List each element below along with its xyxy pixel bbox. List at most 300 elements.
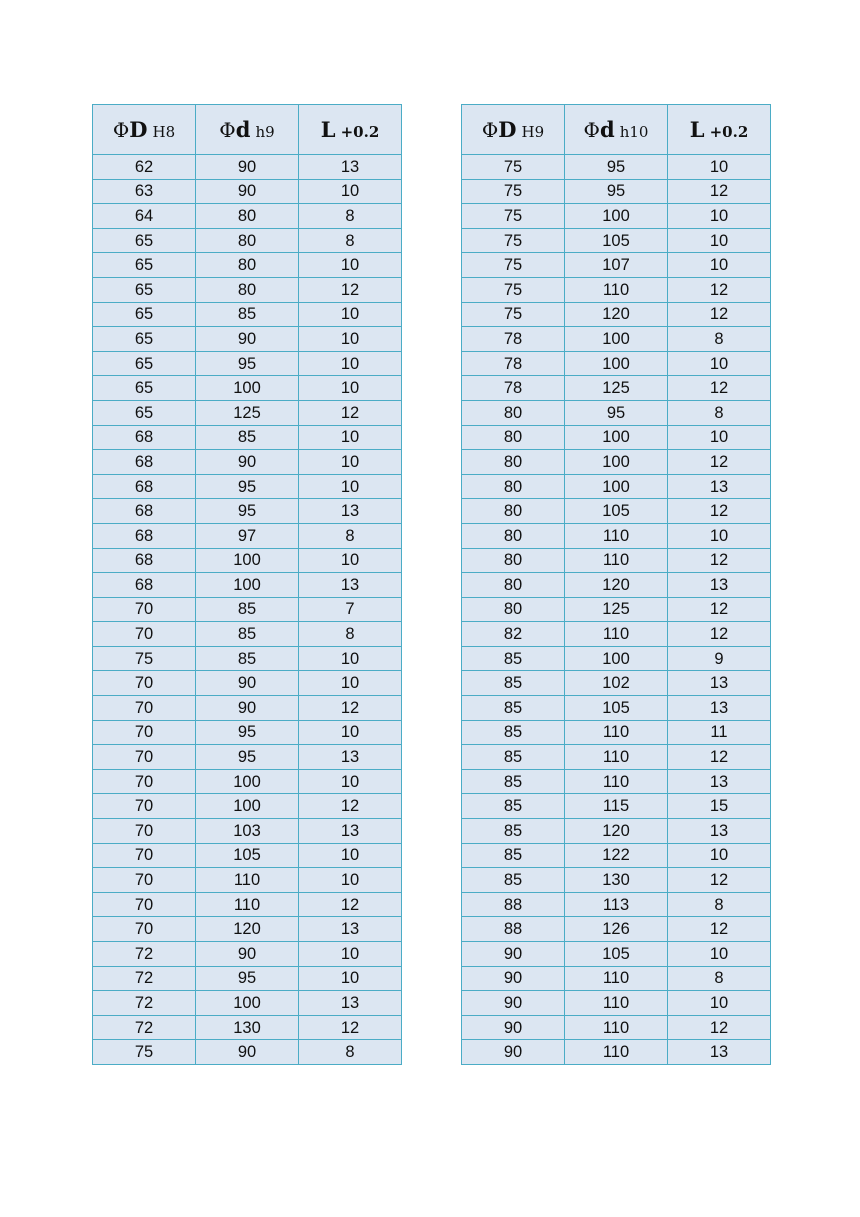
cell-shaft-diameter: 110 <box>565 966 668 991</box>
cell-shaft-diameter: 90 <box>196 942 299 967</box>
cell-bore-diameter: 65 <box>93 277 196 302</box>
cell-bore-diameter: 78 <box>462 376 565 401</box>
cell-shaft-diameter: 90 <box>196 179 299 204</box>
cell-shaft-diameter: 110 <box>196 868 299 893</box>
cell-shaft-diameter: 100 <box>565 425 668 450</box>
cell-bore-diameter: 85 <box>462 819 565 844</box>
table-row <box>93 253 402 278</box>
table-row <box>93 917 402 942</box>
cell-shaft-diameter: 85 <box>196 597 299 622</box>
table-row <box>462 720 771 745</box>
table-row <box>93 573 402 598</box>
table-row <box>462 253 771 278</box>
cell-bore-diameter: 70 <box>93 720 196 745</box>
cell-shaft-diameter: 95 <box>565 400 668 425</box>
cell-bore-diameter: 80 <box>462 474 565 499</box>
header-tolerance: h10 <box>619 123 649 141</box>
cell-length: 12 <box>668 745 771 770</box>
cell-shaft-diameter: 80 <box>196 204 299 229</box>
cell-length: 13 <box>299 745 402 770</box>
header-main: D <box>129 117 148 142</box>
cell-shaft-diameter: 80 <box>196 228 299 253</box>
header-main: D <box>498 117 517 142</box>
cell-length: 10 <box>299 671 402 696</box>
cell-length: 10 <box>299 253 402 278</box>
cell-bore-diameter: 85 <box>462 769 565 794</box>
table-row <box>93 597 402 622</box>
cell-shaft-diameter: 85 <box>196 622 299 647</box>
cell-bore-diameter: 75 <box>93 646 196 671</box>
cell-bore-diameter: 80 <box>462 573 565 598</box>
cell-bore-diameter: 85 <box>462 745 565 770</box>
phi-symbol: Φ <box>583 118 600 142</box>
cell-bore-diameter: 68 <box>93 523 196 548</box>
table-row <box>93 450 402 475</box>
cell-length: 12 <box>668 1015 771 1040</box>
table-row <box>462 155 771 180</box>
cell-shaft-diameter: 110 <box>565 745 668 770</box>
cell-bore-diameter: 68 <box>93 425 196 450</box>
cell-length: 10 <box>299 425 402 450</box>
table-row <box>462 523 771 548</box>
cell-bore-diameter: 78 <box>462 351 565 376</box>
cell-bore-diameter: 90 <box>462 966 565 991</box>
table-row <box>462 277 771 302</box>
cell-shaft-diameter: 130 <box>196 1015 299 1040</box>
table-row <box>462 499 771 524</box>
cell-shaft-diameter: 130 <box>565 868 668 893</box>
cell-length: 10 <box>299 474 402 499</box>
cell-bore-diameter: 90 <box>462 991 565 1016</box>
header-tolerance: h9 <box>255 123 275 141</box>
table-row <box>462 843 771 868</box>
cell-length: 13 <box>668 819 771 844</box>
cell-shaft-diameter: 100 <box>196 769 299 794</box>
cell-bore-diameter: 80 <box>462 425 565 450</box>
header-bore-diameter <box>93 105 196 155</box>
table-row <box>93 327 402 352</box>
cell-bore-diameter: 62 <box>93 155 196 180</box>
cell-bore-diameter: 80 <box>462 548 565 573</box>
cell-shaft-diameter: 80 <box>196 253 299 278</box>
cell-shaft-diameter: 120 <box>565 302 668 327</box>
table-row <box>93 351 402 376</box>
cell-length: 7 <box>299 597 402 622</box>
cell-length: 10 <box>668 843 771 868</box>
cell-length: 10 <box>299 942 402 967</box>
table-row <box>93 720 402 745</box>
table-row <box>462 769 771 794</box>
cell-length: 10 <box>299 450 402 475</box>
cell-bore-diameter: 80 <box>462 400 565 425</box>
cell-length: 13 <box>668 474 771 499</box>
cell-bore-diameter: 90 <box>462 942 565 967</box>
cell-shaft-diameter: 115 <box>565 794 668 819</box>
cell-length: 10 <box>299 720 402 745</box>
cell-bore-diameter: 80 <box>462 450 565 475</box>
cell-length: 10 <box>668 155 771 180</box>
cell-length: 10 <box>299 966 402 991</box>
cell-shaft-diameter: 90 <box>196 155 299 180</box>
cell-bore-diameter: 65 <box>93 327 196 352</box>
cell-bore-diameter: 78 <box>462 327 565 352</box>
cell-shaft-diameter: 85 <box>196 646 299 671</box>
cell-length: 12 <box>668 597 771 622</box>
cell-shaft-diameter: 105 <box>196 843 299 868</box>
cell-length: 10 <box>668 351 771 376</box>
header-row <box>93 105 402 155</box>
cell-bore-diameter: 70 <box>93 868 196 893</box>
cell-length: 10 <box>668 523 771 548</box>
cell-length: 12 <box>668 450 771 475</box>
header-tolerance: +0.2 <box>340 123 380 141</box>
cell-length: 8 <box>299 228 402 253</box>
cell-length: 13 <box>668 1040 771 1065</box>
cell-shaft-diameter: 105 <box>565 228 668 253</box>
table-row <box>93 991 402 1016</box>
table-row <box>93 523 402 548</box>
cell-length: 10 <box>299 327 402 352</box>
table-row <box>93 1015 402 1040</box>
cell-bore-diameter: 75 <box>462 277 565 302</box>
cell-length: 10 <box>299 646 402 671</box>
cell-bore-diameter: 70 <box>93 745 196 770</box>
cell-length: 12 <box>299 277 402 302</box>
cell-shaft-diameter: 105 <box>565 499 668 524</box>
cell-shaft-diameter: 95 <box>565 179 668 204</box>
cell-length: 8 <box>668 327 771 352</box>
cell-bore-diameter: 85 <box>462 720 565 745</box>
cell-length: 10 <box>299 868 402 893</box>
cell-bore-diameter: 68 <box>93 548 196 573</box>
cell-shaft-diameter: 110 <box>565 622 668 647</box>
table-row <box>93 499 402 524</box>
header-main: L <box>320 117 336 142</box>
table-row <box>462 425 771 450</box>
cell-length: 12 <box>299 1015 402 1040</box>
dimension-table-right <box>461 104 771 1065</box>
header-length <box>668 105 771 155</box>
cell-length: 12 <box>299 696 402 721</box>
cell-bore-diameter: 70 <box>93 696 196 721</box>
cell-shaft-diameter: 120 <box>565 573 668 598</box>
table-row <box>462 696 771 721</box>
cell-shaft-diameter: 125 <box>565 597 668 622</box>
table-row <box>462 573 771 598</box>
cell-bore-diameter: 70 <box>93 769 196 794</box>
cell-length: 13 <box>299 499 402 524</box>
cell-shaft-diameter: 85 <box>196 302 299 327</box>
cell-length: 10 <box>299 179 402 204</box>
cell-shaft-diameter: 110 <box>565 277 668 302</box>
cell-shaft-diameter: 126 <box>565 917 668 942</box>
table-body <box>93 155 402 1065</box>
cell-shaft-diameter: 110 <box>565 991 668 1016</box>
header-length <box>299 105 402 155</box>
table-row <box>93 843 402 868</box>
table-row <box>462 351 771 376</box>
table-row <box>93 671 402 696</box>
table-row <box>462 597 771 622</box>
cell-shaft-diameter: 100 <box>196 376 299 401</box>
cell-shaft-diameter: 90 <box>196 696 299 721</box>
cell-shaft-diameter: 100 <box>565 450 668 475</box>
header-tolerance: H8 <box>152 123 176 141</box>
table-row <box>462 966 771 991</box>
cell-bore-diameter: 88 <box>462 917 565 942</box>
table-row <box>93 548 402 573</box>
table-row <box>462 376 771 401</box>
cell-shaft-diameter: 107 <box>565 253 668 278</box>
table-row <box>93 868 402 893</box>
cell-bore-diameter: 75 <box>462 302 565 327</box>
cell-shaft-diameter: 100 <box>565 474 668 499</box>
table-row <box>462 204 771 229</box>
cell-length: 10 <box>668 204 771 229</box>
cell-shaft-diameter: 120 <box>196 917 299 942</box>
cell-shaft-diameter: 100 <box>196 573 299 598</box>
cell-bore-diameter: 70 <box>93 843 196 868</box>
cell-shaft-diameter: 95 <box>196 499 299 524</box>
cell-bore-diameter: 64 <box>93 204 196 229</box>
cell-bore-diameter: 65 <box>93 228 196 253</box>
table-row <box>462 1040 771 1065</box>
table-row <box>462 991 771 1016</box>
cell-length: 12 <box>668 302 771 327</box>
cell-length: 12 <box>299 794 402 819</box>
table-row <box>462 745 771 770</box>
cell-bore-diameter: 65 <box>93 302 196 327</box>
cell-bore-diameter: 80 <box>462 597 565 622</box>
header-main: d <box>235 117 251 142</box>
table-row <box>93 425 402 450</box>
table-row <box>93 942 402 967</box>
cell-shaft-diameter: 100 <box>196 794 299 819</box>
cell-length: 8 <box>299 622 402 647</box>
cell-shaft-diameter: 102 <box>565 671 668 696</box>
cell-bore-diameter: 88 <box>462 892 565 917</box>
table-row <box>93 769 402 794</box>
table-row <box>462 228 771 253</box>
cell-shaft-diameter: 110 <box>196 892 299 917</box>
cell-length: 8 <box>668 966 771 991</box>
table-row <box>93 892 402 917</box>
table-row <box>93 376 402 401</box>
table-row <box>462 942 771 967</box>
cell-length: 12 <box>668 868 771 893</box>
cell-shaft-diameter: 95 <box>196 720 299 745</box>
table-row <box>462 302 771 327</box>
cell-bore-diameter: 63 <box>93 179 196 204</box>
table-row <box>462 400 771 425</box>
cell-bore-diameter: 85 <box>462 696 565 721</box>
cell-shaft-diameter: 105 <box>565 696 668 721</box>
cell-length: 13 <box>299 991 402 1016</box>
cell-length: 8 <box>299 523 402 548</box>
header-shaft-diameter <box>196 105 299 155</box>
cell-shaft-diameter: 110 <box>565 548 668 573</box>
cell-bore-diameter: 70 <box>93 597 196 622</box>
phi-symbol: Φ <box>219 118 236 142</box>
cell-length: 10 <box>668 253 771 278</box>
table-row <box>93 204 402 229</box>
cell-shaft-diameter: 100 <box>565 351 668 376</box>
cell-bore-diameter: 80 <box>462 499 565 524</box>
table-row <box>93 179 402 204</box>
cell-length: 12 <box>668 376 771 401</box>
table-row <box>462 450 771 475</box>
table-row <box>462 671 771 696</box>
cell-shaft-diameter: 95 <box>196 474 299 499</box>
table-row <box>462 1015 771 1040</box>
table-row <box>462 819 771 844</box>
cell-bore-diameter: 68 <box>93 474 196 499</box>
cell-shaft-diameter: 95 <box>196 966 299 991</box>
cell-length: 10 <box>668 991 771 1016</box>
phi-symbol: Φ <box>112 118 130 142</box>
cell-shaft-diameter: 100 <box>565 204 668 229</box>
cell-bore-diameter: 72 <box>93 966 196 991</box>
header-bore-diameter <box>462 105 565 155</box>
cell-length: 8 <box>299 204 402 229</box>
cell-bore-diameter: 75 <box>462 155 565 180</box>
table-row <box>93 302 402 327</box>
cell-length: 12 <box>299 892 402 917</box>
phi-symbol: Φ <box>481 118 499 142</box>
cell-length: 13 <box>299 155 402 180</box>
cell-bore-diameter: 70 <box>93 819 196 844</box>
cell-shaft-diameter: 95 <box>565 155 668 180</box>
cell-bore-diameter: 70 <box>93 794 196 819</box>
table-row <box>462 474 771 499</box>
cell-length: 10 <box>299 302 402 327</box>
cell-length: 10 <box>299 769 402 794</box>
cell-length: 13 <box>668 671 771 696</box>
cell-shaft-diameter: 103 <box>196 819 299 844</box>
cell-bore-diameter: 85 <box>462 671 565 696</box>
cell-bore-diameter: 70 <box>93 622 196 647</box>
cell-shaft-diameter: 110 <box>565 769 668 794</box>
cell-bore-diameter: 82 <box>462 622 565 647</box>
cell-shaft-diameter: 110 <box>565 1015 668 1040</box>
table-row <box>93 819 402 844</box>
cell-length: 8 <box>668 892 771 917</box>
cell-length: 12 <box>668 277 771 302</box>
cell-length: 12 <box>668 917 771 942</box>
cell-bore-diameter: 72 <box>93 942 196 967</box>
cell-shaft-diameter: 85 <box>196 425 299 450</box>
cell-shaft-diameter: 120 <box>565 819 668 844</box>
cell-bore-diameter: 68 <box>93 499 196 524</box>
table-header <box>462 105 771 155</box>
table-row <box>462 892 771 917</box>
cell-bore-diameter: 85 <box>462 794 565 819</box>
table-row <box>93 794 402 819</box>
cell-length: 10 <box>668 425 771 450</box>
cell-shaft-diameter: 95 <box>196 351 299 376</box>
cell-shaft-diameter: 125 <box>196 400 299 425</box>
table-row <box>93 155 402 180</box>
table-row <box>93 745 402 770</box>
cell-length: 13 <box>299 573 402 598</box>
cell-length: 12 <box>668 499 771 524</box>
cell-shaft-diameter: 90 <box>196 1040 299 1065</box>
cell-length: 13 <box>668 696 771 721</box>
header-main: L <box>689 117 705 142</box>
cell-bore-diameter: 75 <box>462 179 565 204</box>
cell-shaft-diameter: 95 <box>196 745 299 770</box>
cell-shaft-diameter: 110 <box>565 1040 668 1065</box>
header-main: d <box>599 117 615 142</box>
cell-shaft-diameter: 100 <box>565 327 668 352</box>
table-row <box>462 794 771 819</box>
cell-length: 15 <box>668 794 771 819</box>
cell-bore-diameter: 90 <box>462 1040 565 1065</box>
cell-shaft-diameter: 113 <box>565 892 668 917</box>
table-row <box>462 327 771 352</box>
cell-length: 10 <box>299 548 402 573</box>
cell-length: 10 <box>668 942 771 967</box>
header-row <box>462 105 771 155</box>
cell-shaft-diameter: 100 <box>196 548 299 573</box>
cell-length: 10 <box>299 843 402 868</box>
table-body <box>462 155 771 1065</box>
cell-length: 13 <box>299 917 402 942</box>
cell-shaft-diameter: 97 <box>196 523 299 548</box>
table-row <box>93 277 402 302</box>
table-row <box>462 917 771 942</box>
cell-bore-diameter: 72 <box>93 1015 196 1040</box>
cell-shaft-diameter: 90 <box>196 327 299 352</box>
table-row <box>93 474 402 499</box>
cell-bore-diameter: 85 <box>462 843 565 868</box>
cell-length: 12 <box>299 400 402 425</box>
cell-bore-diameter: 68 <box>93 450 196 475</box>
table-row <box>462 622 771 647</box>
table-row <box>93 400 402 425</box>
cell-length: 12 <box>668 548 771 573</box>
cell-bore-diameter: 65 <box>93 376 196 401</box>
cell-shaft-diameter: 100 <box>196 991 299 1016</box>
cell-shaft-diameter: 110 <box>565 720 668 745</box>
header-tolerance: +0.2 <box>709 123 749 141</box>
cell-length: 10 <box>299 376 402 401</box>
table-row <box>93 696 402 721</box>
cell-bore-diameter: 72 <box>93 991 196 1016</box>
table-row <box>93 622 402 647</box>
table-row <box>93 1040 402 1065</box>
header-shaft-diameter <box>565 105 668 155</box>
table-row <box>462 646 771 671</box>
cell-length: 12 <box>668 179 771 204</box>
cell-bore-diameter: 90 <box>462 1015 565 1040</box>
cell-length: 12 <box>668 622 771 647</box>
cell-bore-diameter: 70 <box>93 892 196 917</box>
cell-length: 10 <box>299 351 402 376</box>
cell-length: 9 <box>668 646 771 671</box>
cell-bore-diameter: 80 <box>462 523 565 548</box>
table-row <box>93 966 402 991</box>
cell-bore-diameter: 75 <box>93 1040 196 1065</box>
cell-length: 13 <box>299 819 402 844</box>
header-tolerance: H9 <box>521 123 545 141</box>
cell-length: 8 <box>668 400 771 425</box>
cell-shaft-diameter: 80 <box>196 277 299 302</box>
cell-shaft-diameter: 110 <box>565 523 668 548</box>
cell-shaft-diameter: 125 <box>565 376 668 401</box>
cell-shaft-diameter: 90 <box>196 671 299 696</box>
cell-length: 13 <box>668 573 771 598</box>
